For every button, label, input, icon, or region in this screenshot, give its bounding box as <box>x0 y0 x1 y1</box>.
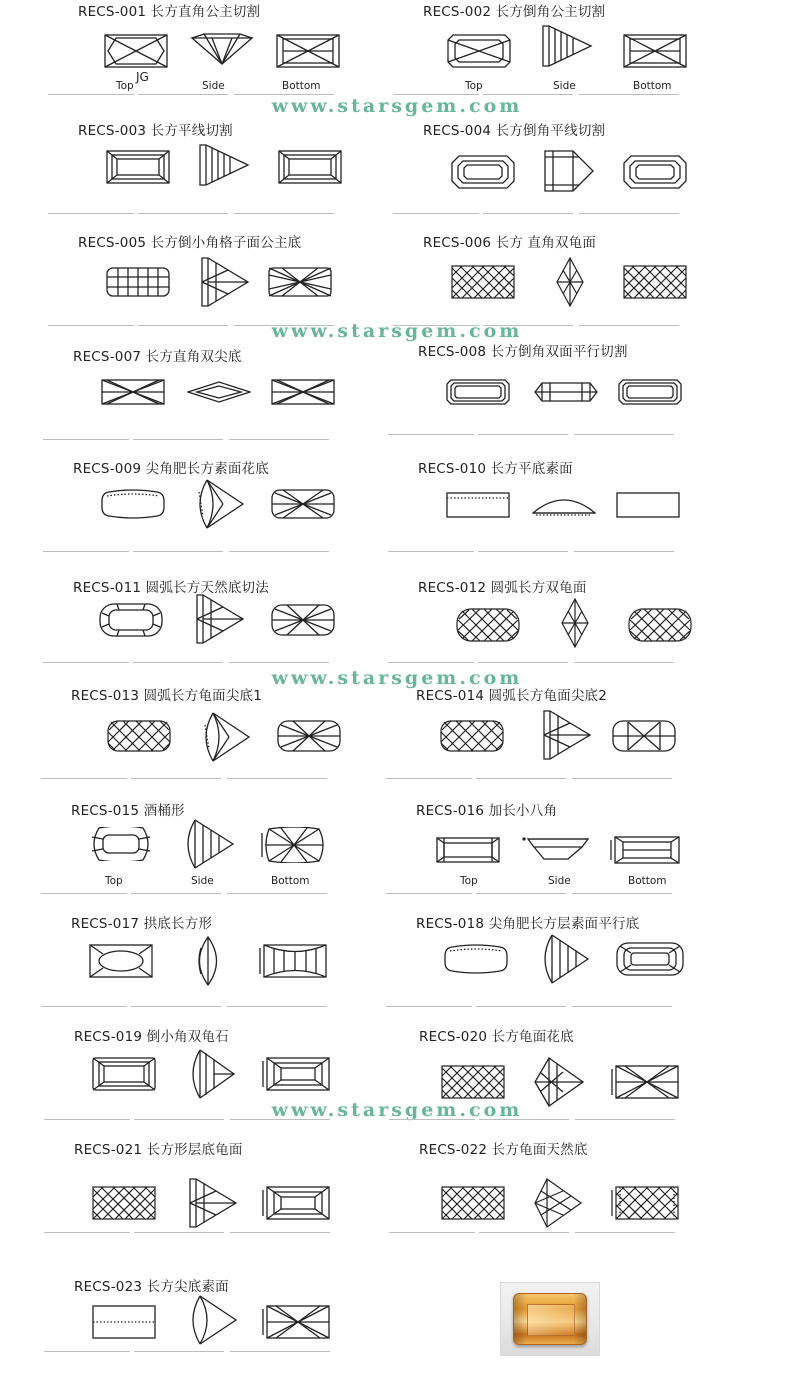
side-label: Side <box>202 80 225 92</box>
divider <box>138 325 228 326</box>
bottom-view-icon <box>261 827 327 863</box>
divider <box>234 213 334 214</box>
divider <box>479 1232 569 1233</box>
divider <box>48 94 134 95</box>
top-view-icon <box>446 492 510 518</box>
divider <box>388 551 474 552</box>
divider <box>131 778 221 779</box>
divider <box>41 778 127 779</box>
gem-title: RECS-012 圆弧长方双龟面 <box>418 580 587 596</box>
side-view-icon <box>198 143 250 187</box>
divider <box>574 551 674 552</box>
top-view-icon <box>106 267 170 297</box>
divider <box>44 1119 130 1120</box>
divider <box>230 1232 330 1233</box>
divider <box>579 94 679 95</box>
gem-title: RECS-017 拱底长方形 <box>71 916 213 932</box>
top-view-icon <box>89 944 153 978</box>
bottom-label: Bottom <box>271 875 310 887</box>
divider <box>229 439 329 440</box>
bottom-view-icon <box>271 489 335 519</box>
divider <box>48 213 134 214</box>
top-view-icon <box>436 837 500 863</box>
side-view-icon <box>186 1178 238 1228</box>
side-view-icon <box>186 1295 238 1345</box>
gem-card <box>418 340 748 452</box>
divider <box>134 1232 224 1233</box>
divider <box>133 551 223 552</box>
side-view-icon <box>193 594 245 644</box>
gem-card <box>78 0 408 112</box>
top-view-icon <box>456 608 520 642</box>
side-view-icon <box>186 1049 238 1099</box>
top-view-icon <box>447 34 511 68</box>
gem-card <box>74 1025 404 1137</box>
bottom-view-icon <box>276 34 340 68</box>
divider <box>572 778 672 779</box>
divider <box>133 439 223 440</box>
side-view-icon <box>199 712 251 762</box>
bottom-view-icon <box>277 720 341 752</box>
divider <box>234 325 334 326</box>
gem-title: RECS-016 加长小八角 <box>416 803 558 819</box>
divider <box>227 893 327 894</box>
divider <box>386 893 472 894</box>
top-view-icon <box>440 720 504 752</box>
side-view-icon <box>190 32 254 66</box>
bottom-label: Bottom <box>628 875 667 887</box>
divider <box>393 325 479 326</box>
divider <box>44 1232 130 1233</box>
gem-card <box>419 1025 749 1137</box>
gem-title: RECS-004 长方倒角平线切割 <box>423 123 606 139</box>
divider <box>230 1351 330 1352</box>
gem-title: RECS-021 长方形层底龟面 <box>74 1142 243 1158</box>
top-view-icon <box>441 1065 505 1099</box>
divider <box>476 778 566 779</box>
gem-title: RECS-008 长方倒角双面平行切割 <box>418 344 628 360</box>
divider <box>44 1351 130 1352</box>
divider <box>227 778 327 779</box>
side-label: Side <box>191 875 214 887</box>
gem-card <box>423 0 753 112</box>
divider <box>48 325 134 326</box>
side-view-icon <box>532 495 596 517</box>
divider <box>575 1232 675 1233</box>
divider <box>574 662 674 663</box>
gem-card <box>78 119 408 231</box>
bottom-view-icon <box>262 1057 330 1091</box>
divider <box>483 94 573 95</box>
side-view-icon <box>522 835 592 861</box>
divider <box>133 662 223 663</box>
top-view-icon <box>92 1057 156 1091</box>
divider <box>478 434 568 435</box>
side-label: Side <box>548 875 571 887</box>
top-view-icon <box>92 1305 156 1339</box>
side-view-icon <box>533 1057 585 1107</box>
side-label: Side <box>553 80 576 92</box>
side-view-icon <box>560 598 590 648</box>
gem-title: RECS-019 倒小角双龟石 <box>74 1029 229 1045</box>
gem-title: RECS-003 长方平线切割 <box>78 123 233 139</box>
divider <box>579 325 679 326</box>
top-view-icon <box>446 379 510 405</box>
divider <box>572 893 672 894</box>
bottom-view-icon <box>278 150 342 184</box>
bottom-view-icon <box>623 265 687 299</box>
side-view-icon <box>541 24 593 68</box>
divider <box>388 434 474 435</box>
gem-title: RECS-002 长方倒角公主切割 <box>423 4 606 20</box>
divider <box>131 1006 221 1007</box>
gemstone-image <box>513 1293 587 1345</box>
gem-card <box>74 1138 404 1250</box>
divider <box>134 1119 224 1120</box>
divider <box>393 213 479 214</box>
bottom-view-icon <box>611 1065 679 1099</box>
bottom-view-icon <box>616 492 680 518</box>
top-view-icon <box>99 603 163 637</box>
gem-card <box>419 1138 749 1250</box>
top-view-icon <box>101 489 165 519</box>
divider <box>483 213 573 214</box>
gem-title: RECS-011 圆弧长方天然底切法 <box>73 580 269 596</box>
divider <box>572 1006 672 1007</box>
divider <box>478 662 568 663</box>
bottom-view-icon <box>262 1186 330 1220</box>
gem-card <box>416 799 746 911</box>
bottom-label: Bottom <box>633 80 672 92</box>
gem-title: RECS-009 尖角肥长方素面花底 <box>73 461 269 477</box>
side-view-icon <box>538 934 590 984</box>
gem-card <box>71 684 401 796</box>
top-label: Top <box>116 80 134 92</box>
divider <box>234 94 334 95</box>
gem-card <box>78 231 408 343</box>
divider <box>388 662 474 663</box>
divider <box>41 1006 127 1007</box>
top-view-icon <box>104 34 168 68</box>
side-view-icon <box>193 936 223 986</box>
bottom-view-icon <box>618 379 682 405</box>
bottom-view-icon <box>271 603 335 637</box>
divider <box>43 662 129 663</box>
top-view-icon <box>92 1186 156 1220</box>
top-view-icon <box>107 720 171 752</box>
divider <box>575 1119 675 1120</box>
bottom-view-icon <box>271 379 335 405</box>
gem-title: RECS-020 长方龟面花底 <box>419 1029 574 1045</box>
watermark: www.starsgem.com <box>271 95 523 117</box>
watermark: www.starsgem.com <box>271 320 523 342</box>
gem-card <box>418 457 748 569</box>
gem-card <box>73 576 403 688</box>
bottom-view-icon <box>616 942 684 976</box>
side-view-icon <box>540 710 592 760</box>
jg-mark: JG <box>136 70 149 84</box>
gem-title: RECS-022 长方龟面天然底 <box>419 1142 588 1158</box>
bottom-view-icon <box>259 944 327 978</box>
gem-card <box>73 345 403 457</box>
top-view-icon <box>106 150 170 184</box>
divider <box>476 893 566 894</box>
bottom-view-icon <box>268 267 332 297</box>
gem-title: RECS-013 圆弧长方龟面尖底1 <box>71 688 263 704</box>
gem-title: RECS-006 长方 直角双龟面 <box>423 235 597 251</box>
gem-card <box>73 457 403 569</box>
bottom-view-icon <box>623 34 687 68</box>
top-view-icon <box>451 265 515 299</box>
top-view-icon <box>89 827 153 861</box>
divider <box>386 778 472 779</box>
divider <box>43 439 129 440</box>
bottom-view-icon <box>623 155 687 189</box>
gem-title: RECS-014 圆弧长方龟面尖底2 <box>416 688 608 704</box>
gem-card <box>71 799 401 911</box>
divider <box>229 662 329 663</box>
gem-title: RECS-018 尖角肥长方层素面平行底 <box>416 916 640 932</box>
divider <box>41 893 127 894</box>
divider <box>574 434 674 435</box>
divider <box>138 213 228 214</box>
side-view-icon <box>187 381 251 403</box>
side-view-icon <box>543 149 595 193</box>
top-label: Top <box>105 875 123 887</box>
bottom-view-icon <box>262 1305 330 1339</box>
divider <box>386 1006 472 1007</box>
divider <box>389 1232 475 1233</box>
gem-card <box>71 912 401 1024</box>
bottom-view-icon <box>611 1186 679 1220</box>
gem-card <box>418 576 748 688</box>
watermark: www.starsgem.com <box>271 1099 523 1121</box>
gem-title: RECS-005 长方倒小角格子面公主底 <box>78 235 302 251</box>
side-view-icon <box>183 819 235 869</box>
top-view-icon <box>451 155 515 189</box>
divider <box>227 1006 327 1007</box>
gem-card <box>416 684 746 796</box>
divider <box>230 1119 330 1120</box>
divider <box>579 213 679 214</box>
divider <box>138 94 228 95</box>
bottom-label: Bottom <box>282 80 321 92</box>
divider <box>483 325 573 326</box>
top-view-icon <box>101 379 165 405</box>
top-label: Top <box>465 80 483 92</box>
watermark: www.starsgem.com <box>271 667 523 689</box>
bottom-view-icon <box>610 836 680 864</box>
side-view-icon <box>534 381 598 403</box>
divider <box>389 1119 475 1120</box>
divider <box>393 94 479 95</box>
divider <box>229 551 329 552</box>
divider <box>479 1119 569 1120</box>
divider <box>134 1351 224 1352</box>
gem-title: RECS-007 长方直角双尖底 <box>73 349 242 365</box>
gem-card <box>74 1275 404 1387</box>
divider <box>478 551 568 552</box>
bottom-view-icon <box>628 608 692 642</box>
divider <box>43 551 129 552</box>
divider <box>476 1006 566 1007</box>
top-label: Top <box>460 875 478 887</box>
gem-card <box>423 119 753 231</box>
side-view-icon <box>555 257 585 307</box>
gem-card <box>423 231 753 343</box>
gem-title: RECS-010 长方平底素面 <box>418 461 573 477</box>
top-view-icon <box>441 1186 505 1220</box>
side-view-icon <box>533 1178 585 1228</box>
gem-title: RECS-023 长方尖底素面 <box>74 1279 229 1295</box>
gemstone-photo <box>500 1282 600 1356</box>
top-view-icon <box>444 944 508 974</box>
side-view-icon <box>193 479 245 529</box>
gem-card <box>416 912 746 1024</box>
side-view-icon <box>198 257 250 307</box>
bottom-view-icon <box>612 720 676 752</box>
gem-title: RECS-001 长方直角公主切割 <box>78 4 261 20</box>
gem-title: RECS-015 酒桶形 <box>71 803 185 819</box>
divider <box>131 893 221 894</box>
